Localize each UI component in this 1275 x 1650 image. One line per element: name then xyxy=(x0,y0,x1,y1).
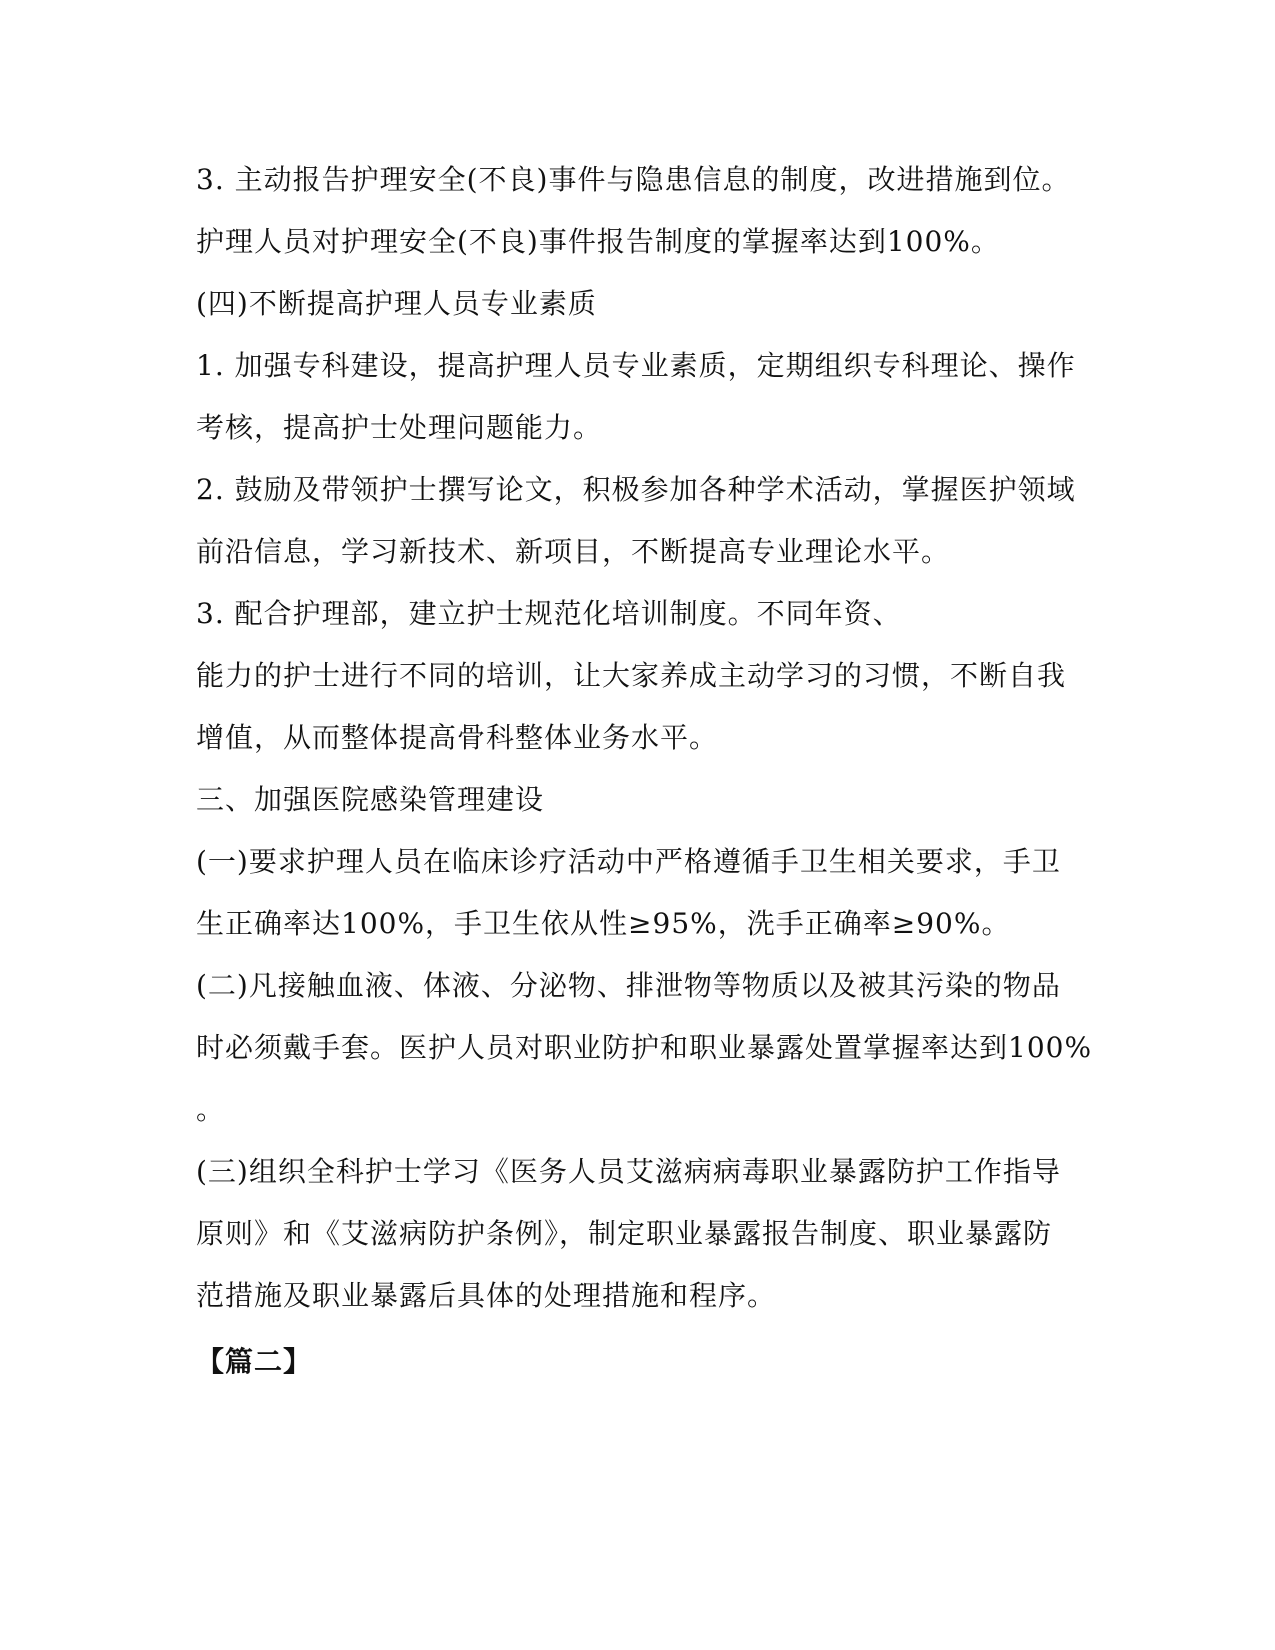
paragraph-line: 前沿信息，学习新技术、新项目，不断提高专业理论水平。 xyxy=(196,535,951,568)
paragraph-line: 护理人员对护理安全(不良)事件报告制度的掌握率达到100%。 xyxy=(196,225,1000,258)
paragraph-line: 时必须戴手套。医护人员对职业防护和职业暴露处置掌握率达到100% xyxy=(196,1031,1093,1064)
paragraph-line: 3. 配合护理部，建立护士规范化培训制度。不同年资、 xyxy=(196,597,902,630)
paragraph-line: 考核，提高护士处理问题能力。 xyxy=(196,411,603,444)
paragraph-line: 原则》和《艾滋病防护条例》，制定职业暴露报告制度、职业暴露防 xyxy=(196,1217,1053,1250)
paragraph-line: 1. 加强专科建设，提高护理人员专业素质，定期组织专科理论、操作 xyxy=(196,349,1076,382)
section-heading: (四)不断提高护理人员专业素质 xyxy=(196,287,597,320)
paragraph-line: 。 xyxy=(196,1093,226,1126)
paragraph-line: 3. 主动报告护理安全(不良)事件与隐患信息的制度，改进措施到位。 xyxy=(196,163,1071,196)
paragraph-line: 增值，从而整体提高骨科整体业务水平。 xyxy=(196,721,719,754)
section-heading: 三、加强医院感染管理建设 xyxy=(196,783,545,816)
paragraph-line: 2. 鼓励及带领护士撰写论文，积极参加各种学术活动，掌握医护领域 xyxy=(196,473,1076,506)
paragraph-line: 生正确率达100%，手卫生依从性≥95%，洗手正确率≥90%。 xyxy=(196,907,1011,940)
paragraph-line: 范措施及职业暴露后具体的处理措施和程序。 xyxy=(196,1279,777,1312)
paragraph-line: (三)组织全科护士学习《医务人员艾滋病病毒职业暴露防护工作指导 xyxy=(196,1155,1061,1188)
chapter-heading: 【篇二】 xyxy=(196,1345,313,1378)
paragraph-line: 能力的护士进行不同的培训，让大家养成主动学习的习惯，不断自我 xyxy=(196,659,1067,692)
paragraph-line: (二)凡接触血液、体液、分泌物、排泄物等物质以及被其污染的物品 xyxy=(196,969,1061,1002)
paragraph-line: (一)要求护理人员在临床诊疗活动中严格遵循手卫生相关要求，手卫 xyxy=(196,845,1061,878)
